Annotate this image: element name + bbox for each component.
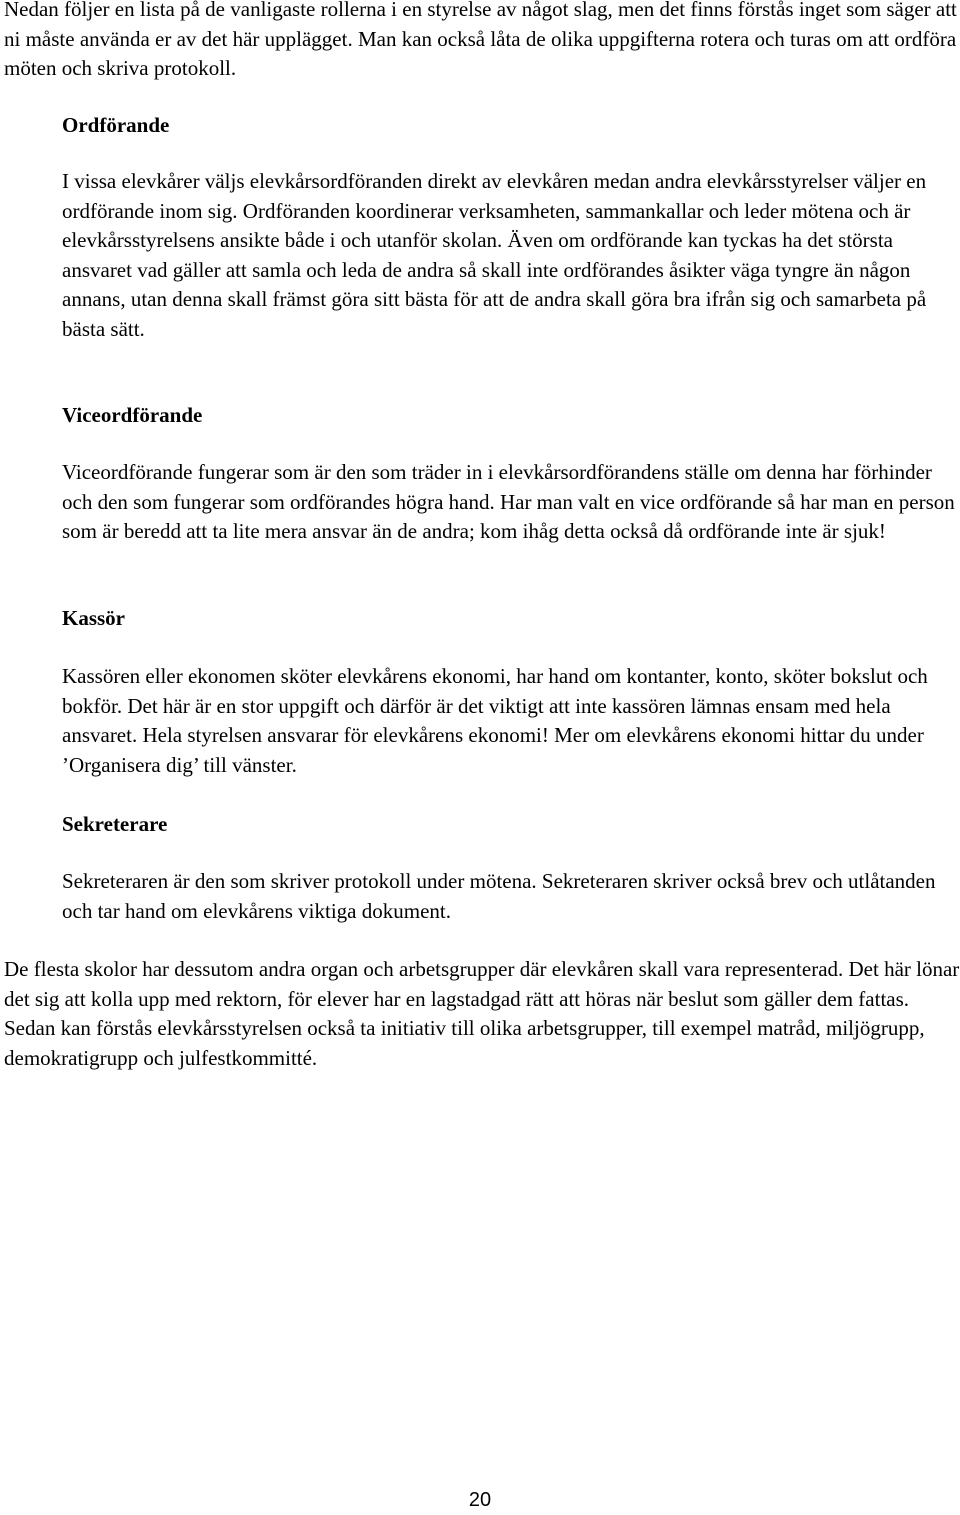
section-text-viceordforande: Viceordförande fungerar som är den som träder in i elevkårsordförandens ställe om denna har förhinder och den som fungerar som ordförandes högra hand. Har man valt en vice ordförande så har man en person som är beredd att ta lite mera ansvar än de andra; kom ihåg detta också då ordförande inte är sjuk! [62,460,955,543]
section-heading-ordforande: Ordförande [62,113,170,137]
intro-paragraph: Nedan följer en lista på de vanligaste rollerna i en styrelse av något slag, men det finns förstås inget som säger att ni måste använda er av det här upplägget. Man kan också låta de olika uppgifterna rotera och turas om att ordföra möten och skriva protokoll. [4,0,957,80]
section-text-sekreterare: Sekreteraren är den som skriver protokoll under mötena. Sekreteraren skriver också brev och utlåtanden och tar hand om elevkårens viktiga dokument. [62,869,936,923]
outro-paragraph: De flesta skolor har dessutom andra organ och arbetsgrupper där elevkåren skall vara representerad. Det här lönar det sig att kolla upp med rektorn, för elever har en lagstadgad rätt att höras när beslut som gäller dem fattas. Sedan kan förstås elevkårsstyrelsen också ta initiativ till olika arbetsgrupper, till exempel matråd, miljögrupp, demokratigrupp och julfestkommitté. [4,957,960,1070]
section-text-kassor: Kassören eller ekonomen sköter elevkårens ekonomi, har hand om kontanter, konto, sköter bokslut och bokför. Det här är en stor uppgift och därför är det viktigt att inte kassören lämnas ensam med hela ansvaret. Hela styrelsen ansvarar för elevkårens ekonomi! Mer om elevkårens ekonomi hittar du under ’Organisera dig’ till vänster. [62,664,928,777]
section-text-ordforande: I vissa elevkårer väljs elevkårsordföranden direkt av elevkåren medan andra elevkårsstyrelser väljer en ordförande inom sig. Ordföranden koordinerar verksamheten, sammankallar och leder mötena och är elevkårsstyrelsens ansikte både i och utanför skolan. Även om ordförande kan tyckas ha det största ansvaret vad gäller att samla och leda de andra så skall inte ordförandes åsikter väga tyngre än någon annans, utan denna skall främst göra sitt bästa för att de andra skall göra bra ifrån sig och samarbeta på bästa sätt. [62,169,927,341]
section-heading-sekreterare: Sekreterare [62,812,168,836]
section-heading-viceordforande: Viceordförande [62,403,203,427]
section-heading-kassor: Kassör [62,606,125,630]
page-number: 20 [468,1489,492,1511]
